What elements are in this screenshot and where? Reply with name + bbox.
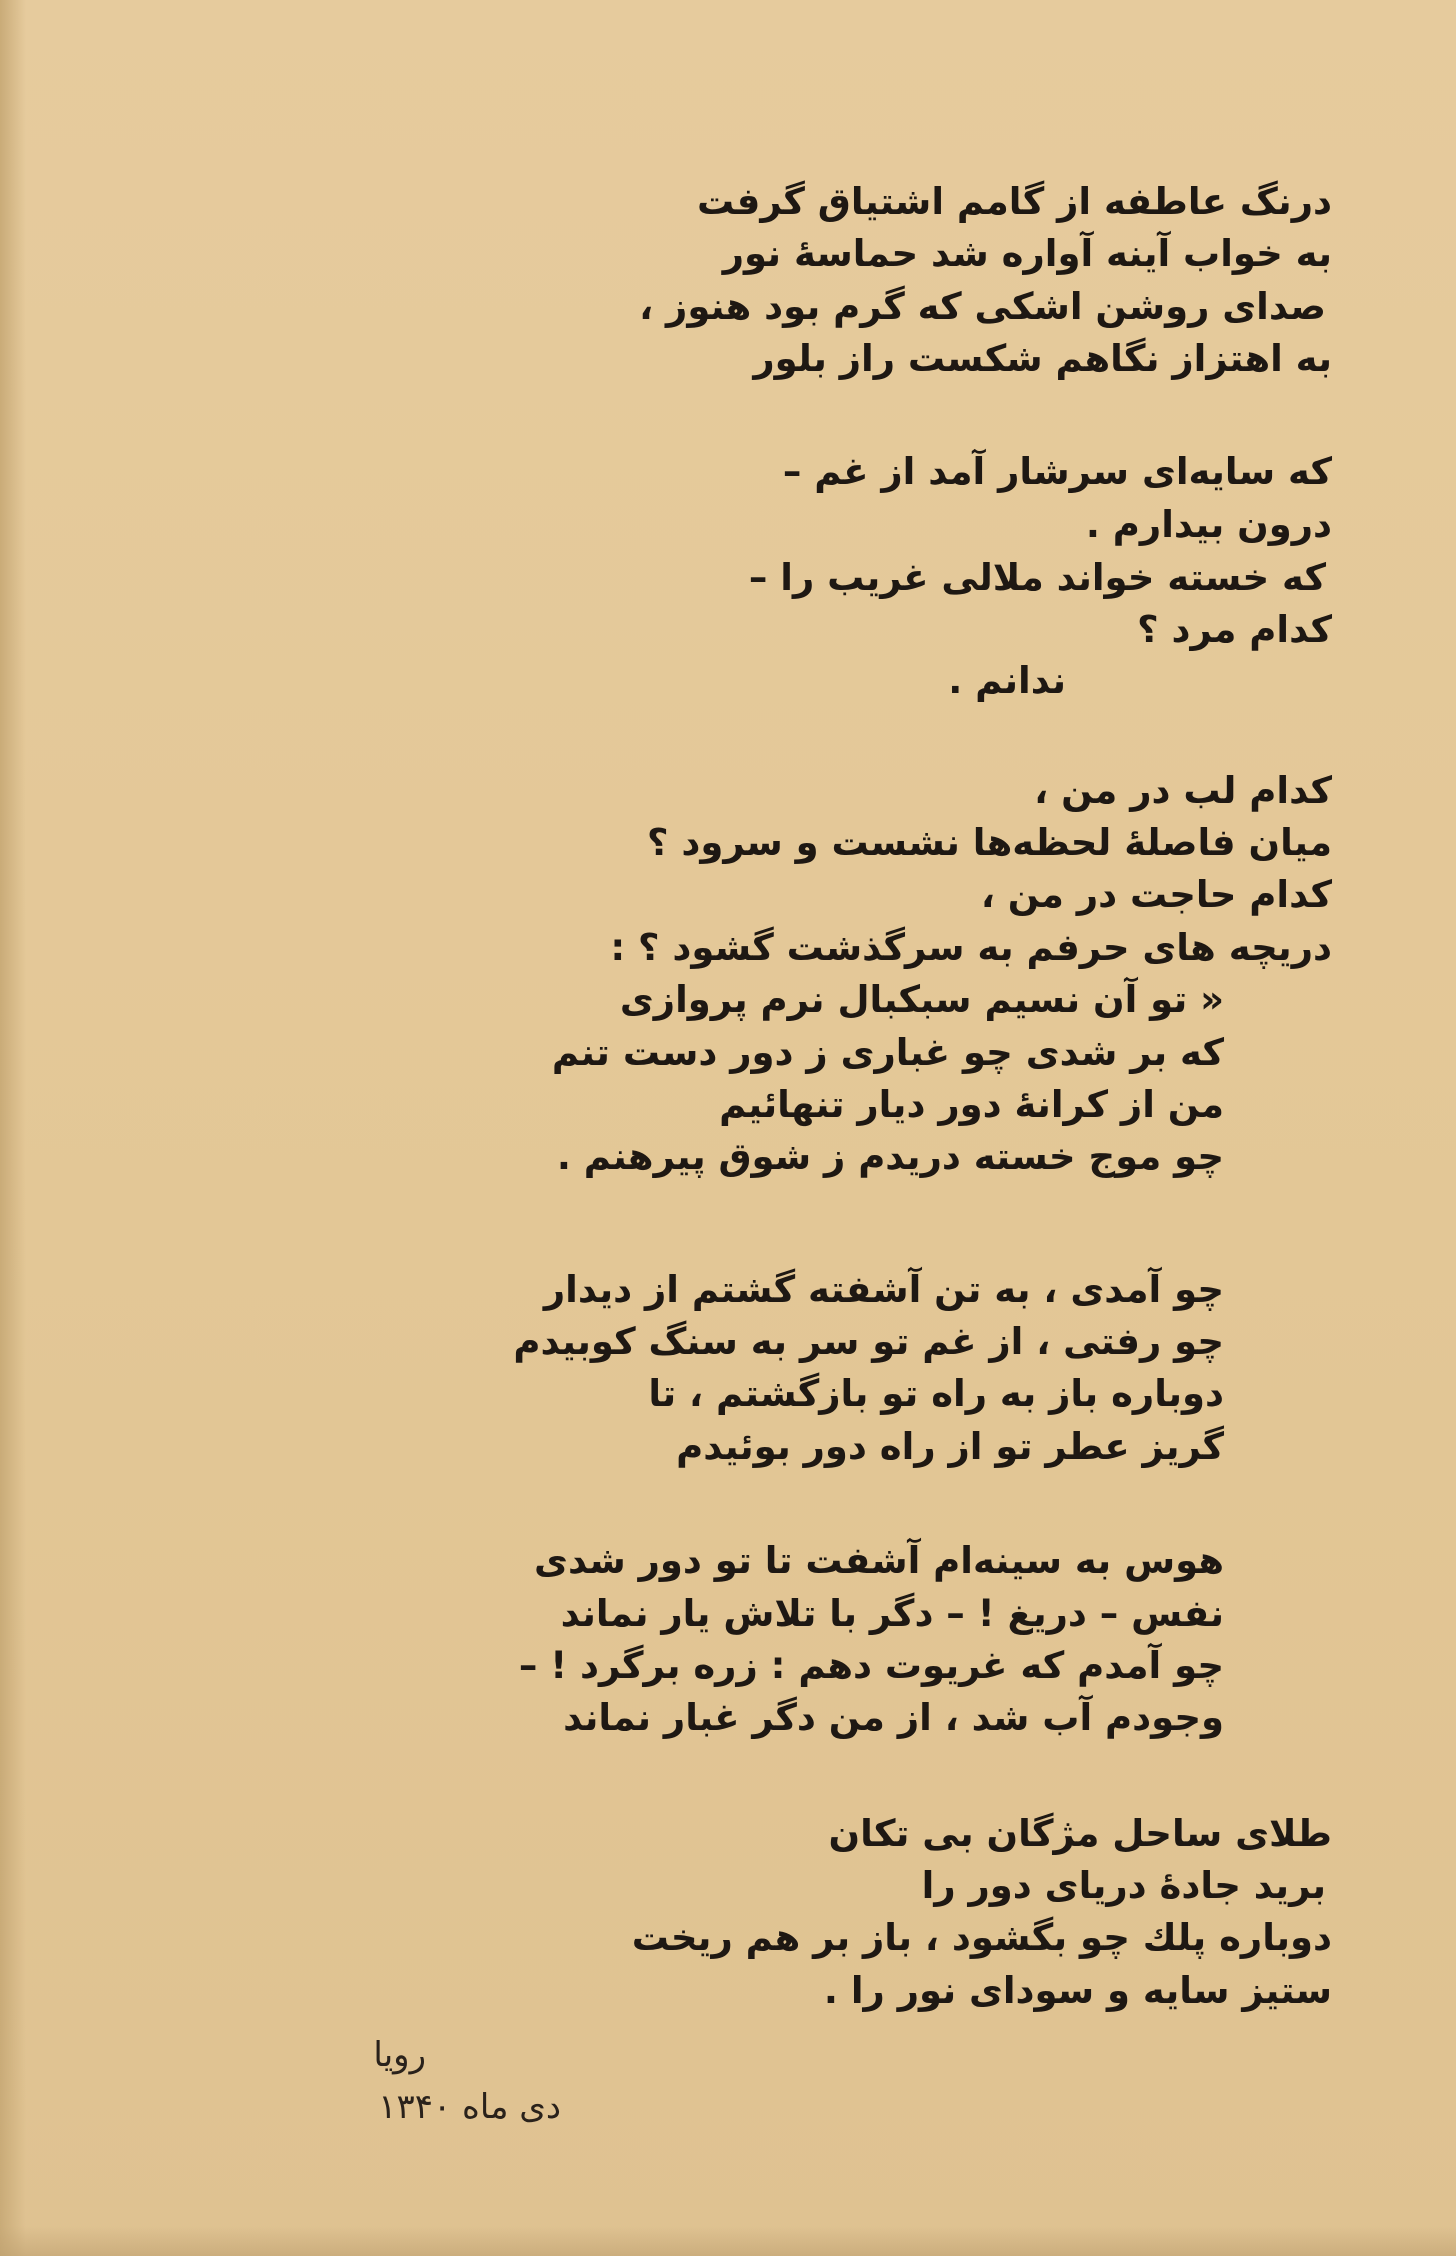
poem-line: صدای روشن اشکی که گرم بود هنوز ، xyxy=(639,285,1326,328)
poem-line: گریز عطر تو از راه دور بوئیدم xyxy=(676,1425,1224,1468)
poem-line: درون بیدارم . xyxy=(1085,503,1332,546)
poem-line: چو رفتی ، از غم تو سر به سنگ کوبیدم xyxy=(513,1320,1224,1363)
poem-line: دریچه های حرفم به سرگذشت گشود ؟ : xyxy=(610,926,1332,969)
poem-line: که سایه‌ای سرشار آمد از غم – xyxy=(782,450,1332,493)
poem-line: هوس به سینه‌ام آشفت تا تو دور شدی xyxy=(534,1539,1224,1582)
poem-line: من از کرانهٔ دور دیار تنهائیم xyxy=(719,1083,1224,1126)
poem-line: « تو آن نسیم سبکبال نرم پروازی xyxy=(619,978,1224,1021)
poem-line: میان فاصلهٔ لحظه‌ها نشست و سرود ؟ xyxy=(647,821,1332,864)
poem-line: که بر شدی چو غباری ز دور دست تنم xyxy=(551,1031,1224,1074)
poem-line: درنگ عاطفه از گامم اشتیاق گرفت xyxy=(696,180,1332,223)
poem-line: کدام مرد ؟ xyxy=(1137,608,1332,651)
poem-line: طلای ساحل مژگان بی تکان xyxy=(828,1812,1332,1855)
poem-line: نفس – دریغ ! – دگر با تلاش یار نماند xyxy=(560,1592,1224,1635)
poem-line: برید جادهٔ دریای دور را xyxy=(921,1864,1326,1907)
poem-line: وجودم آب شد ، از من دگر غبار نماند xyxy=(563,1696,1224,1739)
poem-line: به اهتزاز نگاهم شکست راز بلور xyxy=(753,337,1332,380)
poem-line: که خسته خواند ملالی غریب را – xyxy=(748,556,1326,599)
poem-line: چو موج خسته دریدم ز شوق پیرهنم . xyxy=(556,1135,1224,1178)
poem-line: دوباره باز به راه تو بازگشتم ، تا xyxy=(648,1372,1224,1415)
poem-date: دی ماه ۱۳۴۰ xyxy=(378,2087,561,2127)
poem-line: چو آمدم که غریوت دهم : زره برگرد ! – xyxy=(518,1644,1224,1687)
poem-line: ستیز سایه و سودای نور را . xyxy=(823,1969,1332,2012)
poem-line: به خواب آینه آواره شد حماسهٔ نور xyxy=(722,232,1332,275)
poem-line: چو آمدی ، به تن آشفته گشتم از دیدار xyxy=(543,1268,1224,1311)
poem-line: دوباره پلك چو بگشود ، باز بر هم ریخت xyxy=(631,1916,1332,1959)
author-signature: رویا xyxy=(373,2035,426,2075)
poem-line: کدام لب در من ، xyxy=(1034,769,1332,812)
poem-line: ندانم . xyxy=(948,659,1066,702)
poem-line: کدام حاجت در من ، xyxy=(980,873,1332,916)
